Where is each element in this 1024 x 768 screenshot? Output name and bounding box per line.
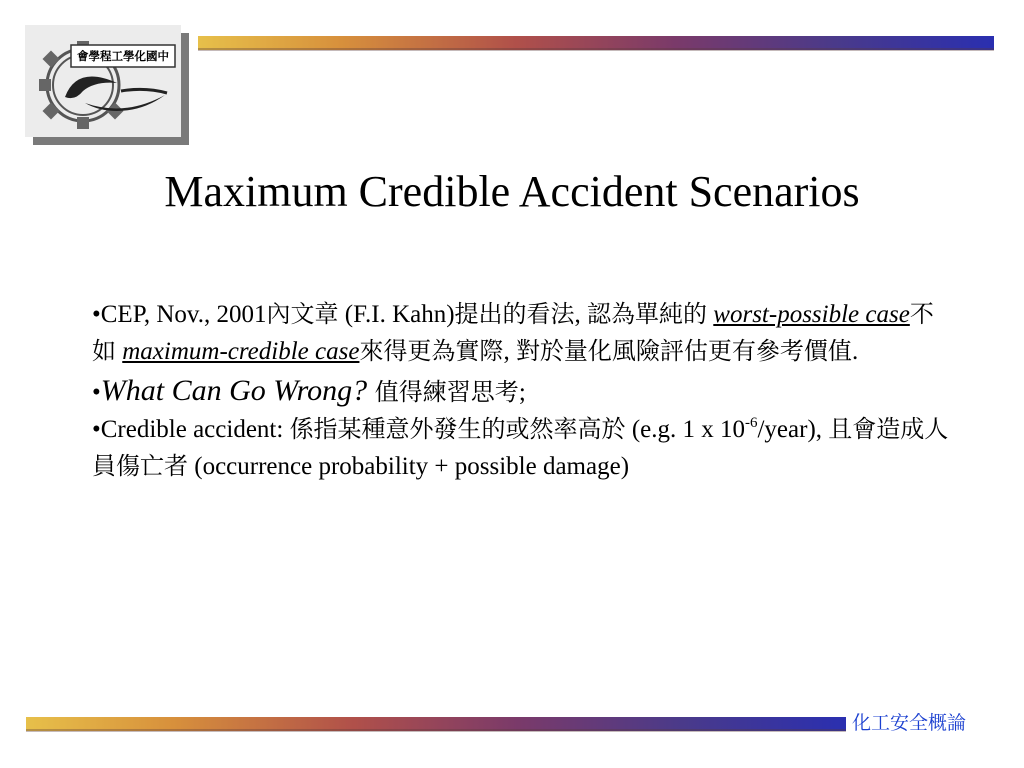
- credible-accident-cjk-1: 係指某種意外發生的或然率高於: [289, 415, 626, 443]
- gear-logo-icon: [25, 25, 181, 137]
- bullet-cep-comma-1: ,: [574, 301, 588, 328]
- footer-course-title: 化工安全概論: [852, 712, 967, 734]
- bullet-cep-cjk-6: 對於量化風險評估更有參考價值: [515, 337, 852, 365]
- logo-org-text: 會學程工學化國中: [77, 49, 169, 63]
- worst-possible-case-term: worst-possible case: [713, 301, 910, 328]
- slide-body: [92, 296, 952, 485]
- credible-accident-tail: (occurrence probability + possible damage): [188, 453, 630, 480]
- bottom-bar-shadow: [26, 729, 846, 732]
- bullet-wcgw-cjk: 值得練習思考: [367, 378, 519, 406]
- credible-accident-eg: (e.g. 1 x 10: [625, 416, 745, 443]
- credible-accident-rate: /year),: [757, 416, 829, 443]
- bullet-cep-end: .: [851, 338, 859, 365]
- bullet-dot: •: [92, 379, 101, 406]
- bullet-wcgw-end: ;: [518, 379, 526, 406]
- bullet-cep-cjk-3: 認為單純的: [587, 300, 708, 328]
- top-bar-shadow: [198, 48, 994, 51]
- bullet-cep-cjk-5: 來得更為實際: [359, 337, 504, 365]
- logo: [25, 25, 181, 137]
- what-can-go-wrong-text: What Can Go Wrong?: [100, 374, 368, 407]
- bullet-cep: [92, 296, 952, 370]
- bullet-cep-ref: (F.I. Kahn): [338, 301, 455, 328]
- credible-accident-lead: •Credible accident:: [92, 416, 290, 443]
- bullet-what-can-go-wrong: [92, 372, 952, 411]
- credible-accident-cjk-2: 且會造成人員傷亡者: [92, 415, 949, 480]
- exponent: -6: [744, 415, 758, 431]
- bullet-cep-cjk-1: 內文章: [266, 300, 339, 328]
- bullet-credible-accident: [92, 411, 952, 485]
- maximum-credible-case-term: maximum-credible case: [122, 338, 360, 365]
- slide-title: Maximum Credible Accident Scenarios: [164, 167, 860, 216]
- bullet-cep-prefix: •CEP, Nov., 2001: [92, 301, 267, 328]
- bullet-cep-cjk-2: 提出的看法: [454, 300, 575, 328]
- bullet-cep-cjk-4: 不如: [92, 300, 934, 365]
- bullet-cep-comma-2: ,: [503, 338, 516, 365]
